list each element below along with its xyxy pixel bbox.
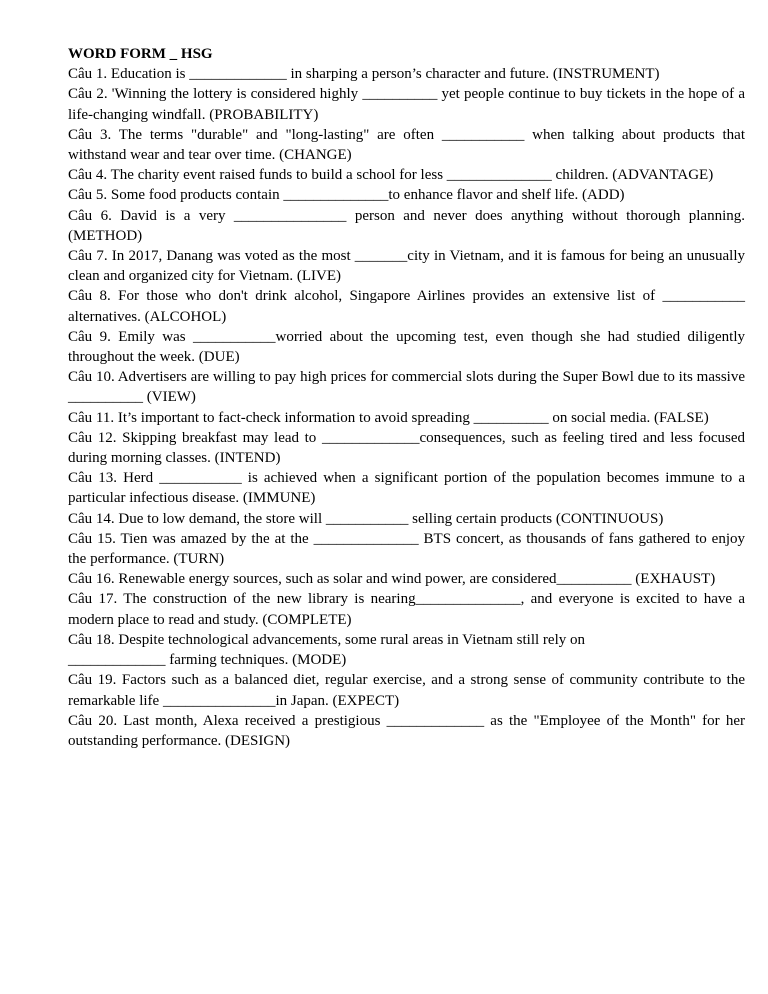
question-8: Câu 8. For those who don't drink alcohol, Singapore Airlines provides an extensive list of ___________ alternatives. (ALCOHOL) [68,288,745,325]
question-5: Câu 5. Some food products contain ______________to enhance flavor and shelf life. (ADD) [68,187,625,204]
question-9: Câu 9. Emily was ___________worried about the upcoming test, even though she had studied diligently throughout the week. (DUE) [68,328,745,366]
question-11: Câu 11. It’s important to fact-check information to avoid spreading __________ on social media. (FALSE) [68,409,709,426]
question-7: Câu 7. In 2017, Danang was voted as the most _______city in Vietnam, and it is famous for being an unusually clean and organized city for Vietnam. (LIVE) [68,248,745,285]
question-17: Câu 17. The construction of the new library is nearing______________, and everyone is excited to have a modern place to read and study. (COMPLETE) [68,591,745,628]
question-19: Câu 19. Factors such as a balanced diet, regular exercise, and a strong sense of community contribute to the remarkable life _______________in Japan. (EXPECT) [68,672,745,709]
question-1: Câu 1. Education is _____________ in sharping a person’s character and future. (INSTRUMENT) [68,66,660,83]
question-6: Câu 6. David is a very _______________ person and never does anything without thorough planning. (METHOD) [68,207,745,244]
question-20: Câu 20. Last month, Alexa received a prestigious _____________ as the "Employee of the Month" for her outstanding performance. (DESIGN) [68,712,745,749]
question-3: Câu 3. The terms "durable" and "long-lasting" are often ___________ when talking about products that withstand wear and tear over time. (CHANGE) [68,126,745,164]
question-4: Câu 4. The charity event raised funds to build a school for less ______________ children. (ADVANTAGE) [68,167,714,184]
document-page [68,44,745,751]
question-13: Câu 13. Herd ___________ is achieved when a significant portion of the population becomes immune to a particular infectious disease. (IMMUNE) [68,470,745,507]
question-15: Câu 15. Tien was amazed by the at the ______________ BTS concert, as thousands of fans gathered to enjoy the performance. (TURN) [68,530,745,568]
question-12: Câu 12. Skipping breakfast may lead to _____________consequences, such as feeling tired and less focused during morning classes. (INTEND) [68,429,745,467]
document-title: WORD FORM _ HSG [68,46,213,62]
question-18: Câu 18. Despite technological advancements, some rural areas in Vietnam still rely on _____________ farming techniques. (MODE) [68,631,586,669]
question-2: Câu 2. 'Winning the lottery is considered highly __________ yet people continue to buy tickets in the hope of a life-changing windfall. (PROBABILITY) [68,86,745,123]
question-16: Câu 16. Renewable energy sources, such as solar and wind power, are considered__________ (EXHAUST) [68,571,716,588]
question-10: Câu 10. Advertisers are willing to pay high prices for commercial slots during the Super Bowl due to its massive __________ (VIEW) [68,369,745,406]
question-14: Câu 14. Due to low demand, the store will ___________ selling certain products (CONTINUOUS) [68,510,664,527]
